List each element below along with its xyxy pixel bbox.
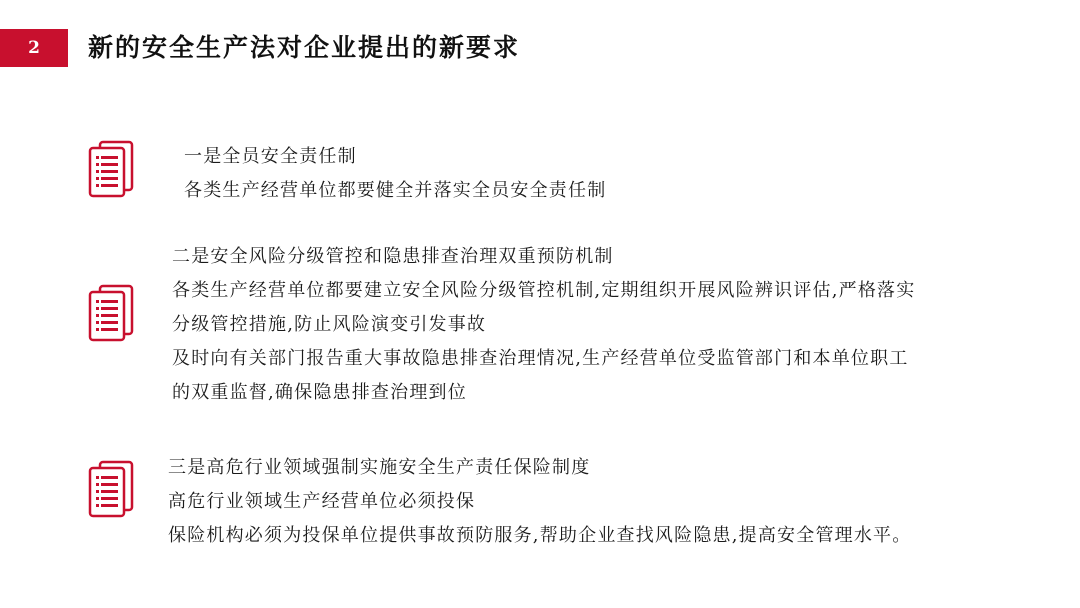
slide-title: 新的安全生产法对企业提出的新要求 [88,33,521,62]
section-number-badge [0,29,68,67]
document-list-icon [86,284,136,342]
requirement-detail: 各类生产经营单位都要建立安全风险分级管控机制,定期组织开展风险辨识评估,严格落实 [172,280,916,301]
requirement-detail: 各类生产经营单位都要健全并落实全员安全责任制 [184,180,607,201]
requirement-detail: 的双重监督,确保隐患排查治理到位 [172,382,467,403]
requirement-block-1 [184,140,606,208]
requirement-heading: 二是安全风险分级管控和隐患排查治理双重预防机制 [172,246,614,267]
requirement-detail: 及时向有关部门报告重大事故隐患排查治理情况,生产经营单位受监管部门和本单位职工 [172,348,909,369]
requirement-heading: 一是全员安全责任制 [184,146,357,167]
requirement-block-3 [168,451,911,553]
document-list-icon [86,140,136,198]
requirement-detail: 高危行业领域生产经营单位必须投保 [168,491,476,512]
document-list-icon [86,460,136,518]
section-number: 2 [28,38,40,58]
requirement-detail: 保险机构必须为投保单位提供事故预防服务,帮助企业查找风险隐患,提高安全管理水平。 [168,525,912,546]
requirement-detail: 分级管控措施,防止风险演变引发事故 [172,314,487,335]
requirement-block-2 [172,240,915,410]
requirement-heading: 三是高危行业领域强制实施安全生产责任保险制度 [168,457,591,478]
